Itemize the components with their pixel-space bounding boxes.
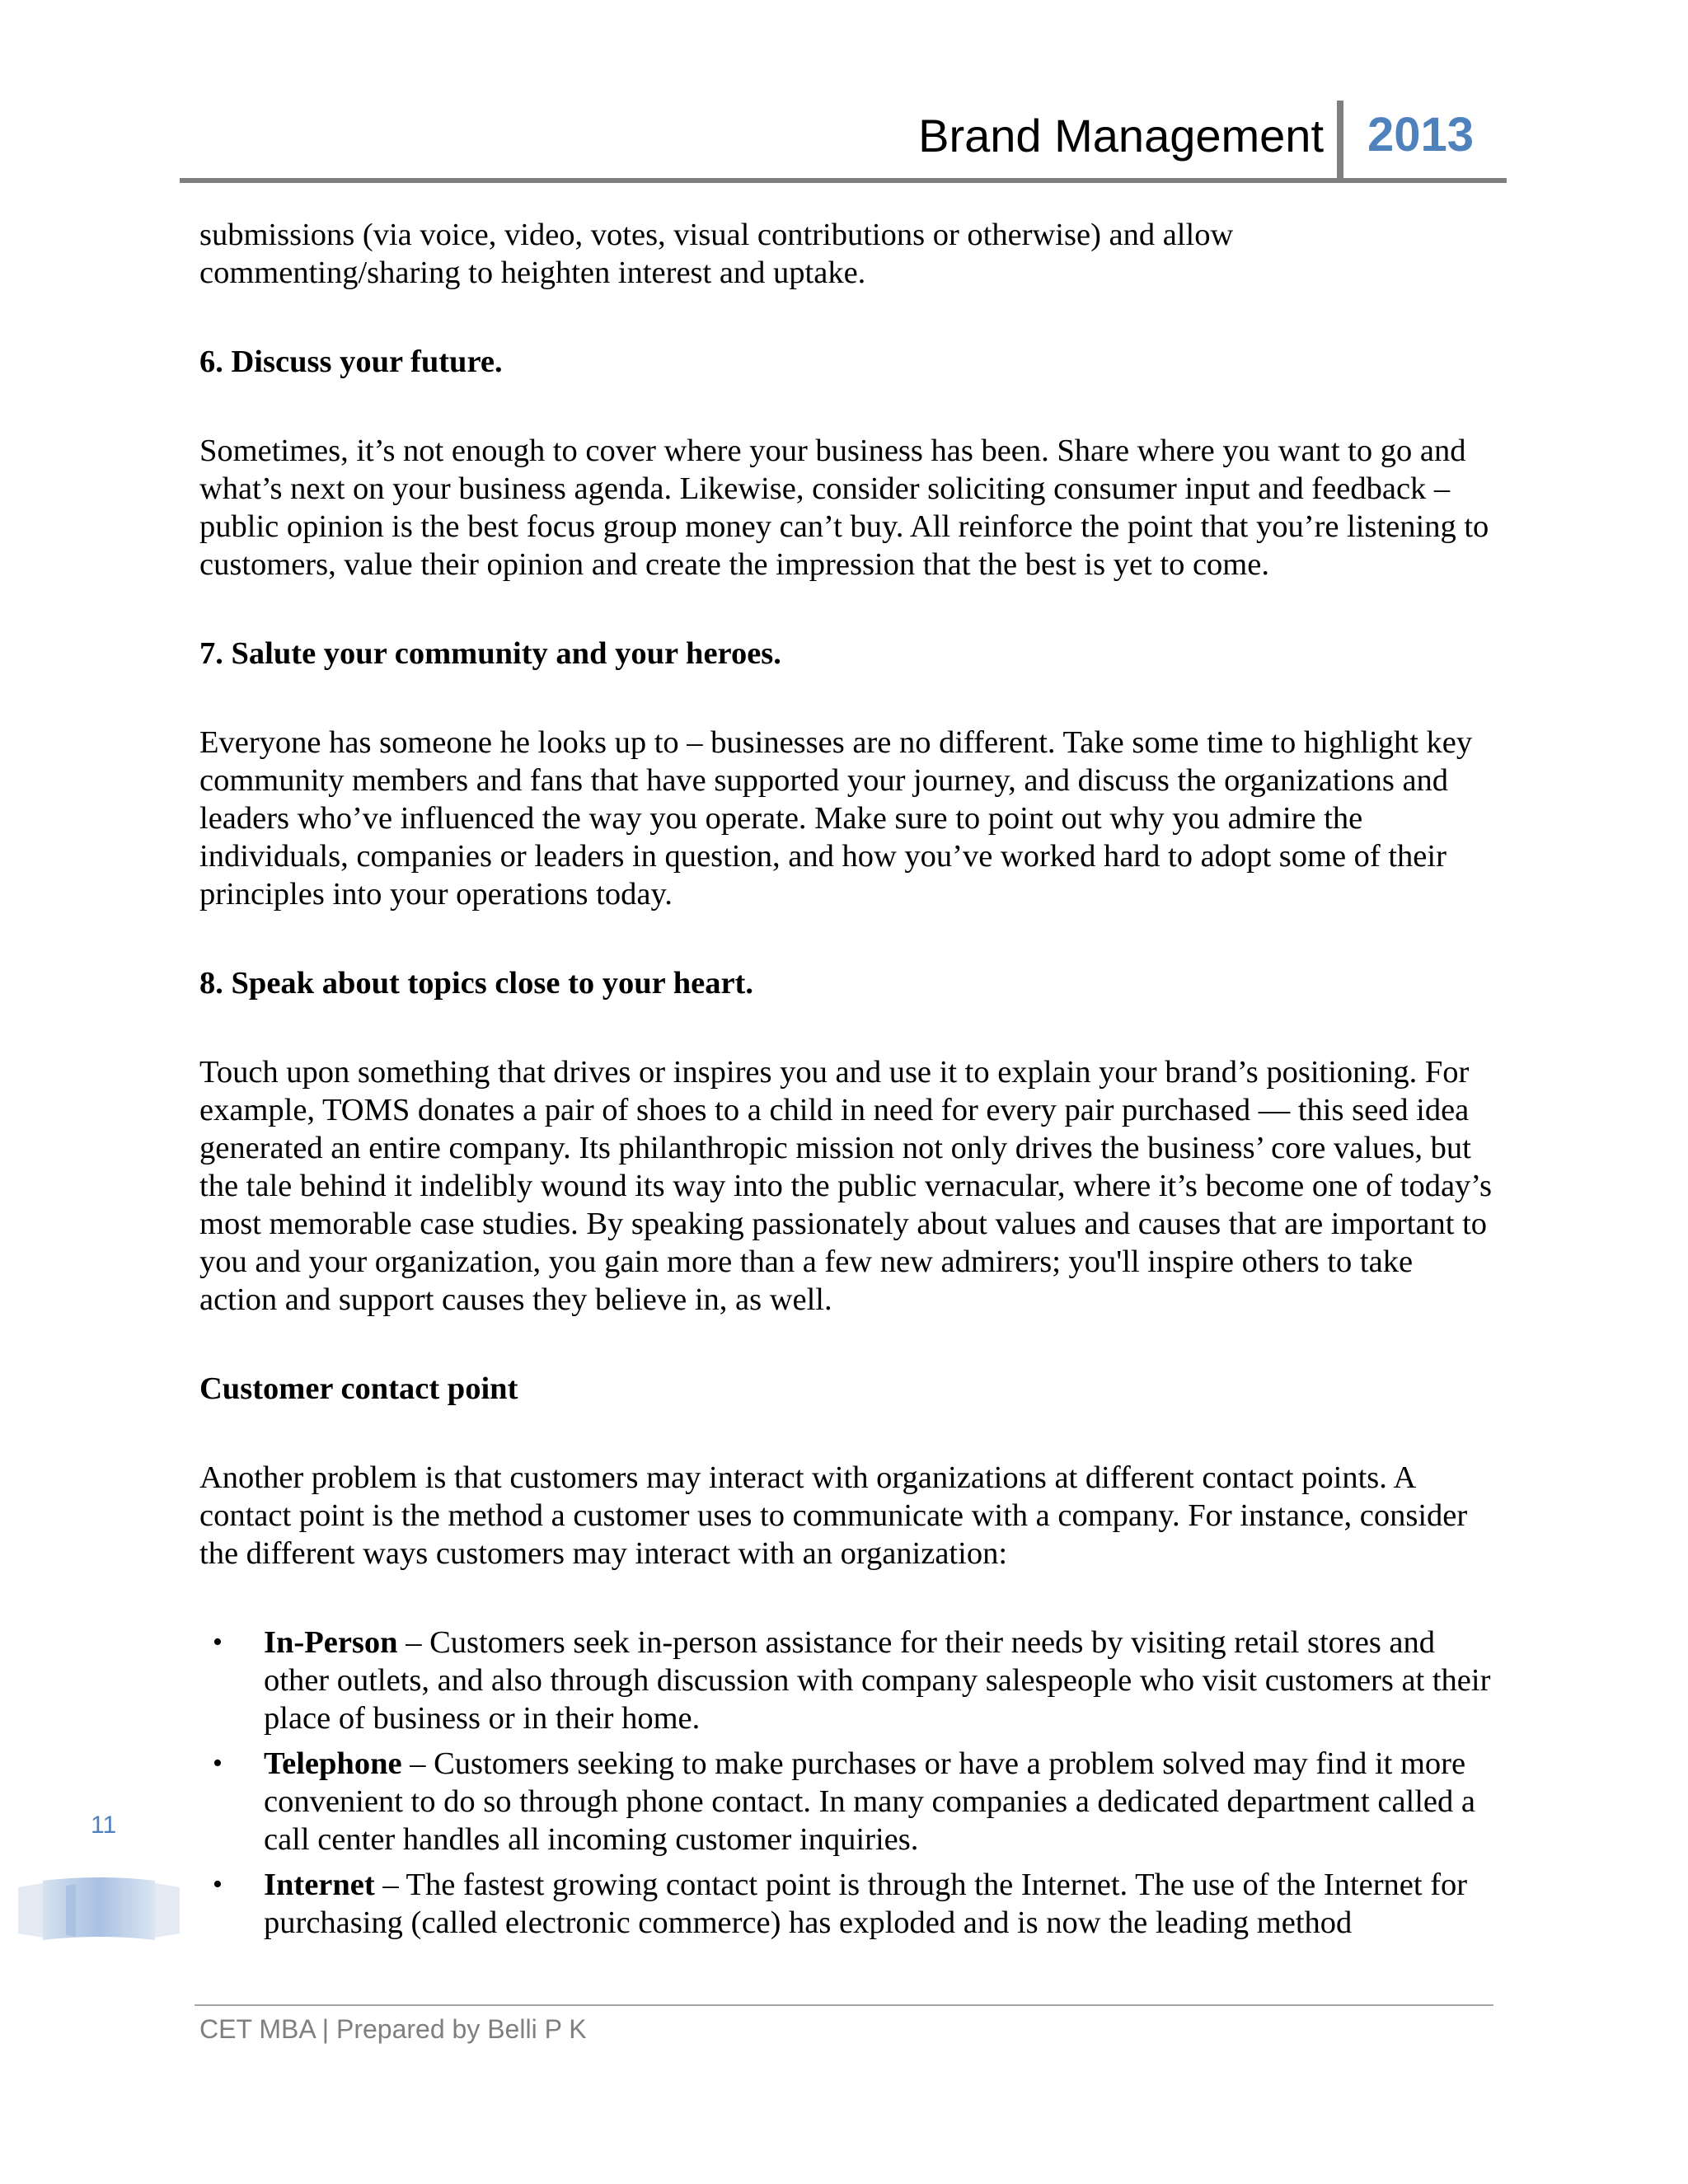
footer-rule — [195, 2004, 1493, 2006]
section-paragraph: Sometimes, it’s not enough to cover where your business has been. Share where you want to go and what’s next on your business agenda. Likewise, consider soliciting consumer input and feedback – public opinion is the best focus group money can’t buy. All reinforce the point that you’re listening to customers, value their opinion and create the impression that the best is yet to come. — [199, 434, 1489, 582]
list-item-term: Telephone — [264, 1746, 402, 1781]
section-paragraph: Another problem is that customers may interact with organizations at different contact points. A contact point is the method a customer uses to communicate with a company. For instance, consider the different ways customers may interact with an organization: — [199, 1460, 1468, 1571]
section-heading: 8. Speak about topics close to your heart. — [199, 966, 753, 1001]
ribbon-decoration-icon — [18, 1877, 180, 1943]
list-item-text: – Customers seeking to make purchases or have a problem solved may find it more convenient to do so through phone contact. In many companies a dedicated department called a call center handles all incoming customer inquiries. — [264, 1746, 1475, 1857]
section-paragraph: Everyone has someone he looks up to – businesses are no different. Take some time to highlight key community members and fans that have supported your journey, and discuss the organizations and leaders who’ve influenced the way you operate. Make sure to point out why you admire the individuals, companies or leaders in question, and how you’ve worked hard to adopt some of their principles into your operations today. — [199, 725, 1473, 912]
header-divider — [1337, 101, 1343, 181]
list-item-term: In-Person — [264, 1625, 398, 1660]
header-title: Brand Management — [918, 110, 1324, 162]
section-heading: 7. Salute your community and your heroes. — [199, 636, 781, 671]
list-item-text: – The fastest growing contact point is through the Internet. The use of the Internet for purchasing (called electronic commerce) has exploded and is now the leading method — [264, 1868, 1468, 1940]
section-heading: 6. Discuss your future. — [199, 344, 503, 379]
section-heading: Customer contact point — [199, 1371, 518, 1406]
section-paragraph: Touch upon something that drives or inspires you and use it to explain your brand’s positioning. For example, TOMS donates a pair of shoes to a child in need for every pair purchased — this seed idea generated an entire company. Its philanthropic mission not only drives the business’ core values, but the tale behind it indelibly wound its way into the public vernacular, where it’s become one of today’s most memorable case studies. By speaking passionately about values and causes that are important to you and your organization, you gain more than a few new admirers; you'll inspire others to take action and support causes they believe in, as well. — [199, 1055, 1492, 1317]
footer-text: CET MBA | Prepared by Belli P K — [199, 2014, 587, 2044]
header-year: 2013 — [1367, 108, 1474, 162]
page-number: 11 — [91, 1811, 117, 1839]
page-body — [199, 216, 1493, 1949]
intro-continuation: submissions (via voice, video, votes, visual contributions or otherwise) and allow commenting/sharing to heighten interest and uptake. — [199, 218, 1234, 290]
list-item-text: – Customers seek in-person assistance for their needs by visiting retail stores and other outlets, and also through discussion with company salespeople who visit customers at their place of business or in their home. — [264, 1625, 1491, 1736]
header-rule — [180, 178, 1507, 183]
bullet-icon: • — [213, 1627, 223, 1657]
list-item-term: Internet — [264, 1868, 375, 1902]
bullet-icon: • — [213, 1869, 223, 1900]
list-item — [199, 1866, 1493, 1942]
bullet-icon: • — [213, 1748, 223, 1779]
contact-point-list — [199, 1624, 1493, 1942]
list-item — [199, 1745, 1493, 1858]
list-item — [199, 1624, 1493, 1737]
page-header — [180, 97, 1507, 183]
